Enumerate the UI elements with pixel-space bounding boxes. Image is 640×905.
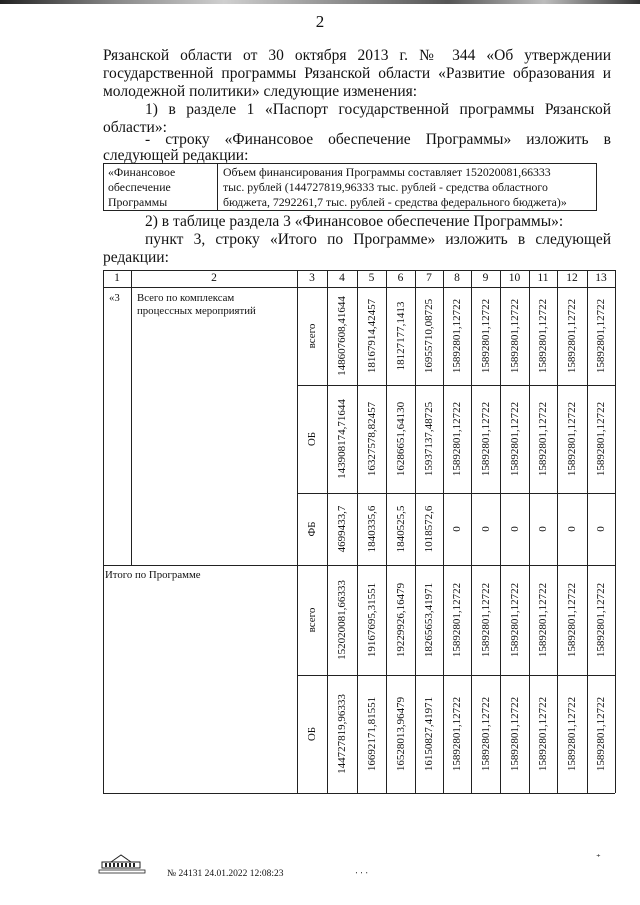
passport-label-2: обеспечение	[108, 180, 171, 194]
passport-box	[103, 163, 597, 211]
table-cell: 15892801,12722	[479, 401, 492, 477]
passport-label-cell	[104, 164, 218, 210]
table-cell: 15892801,12722	[451, 401, 463, 477]
table-cell: 19167695,31551	[365, 582, 378, 658]
table-cell: 15892801,12722	[451, 298, 463, 374]
organization-logo	[97, 852, 147, 874]
scan-edge	[0, 0, 640, 4]
col-header-12: 12	[566, 272, 578, 284]
table-cell: 1840335,6	[365, 505, 378, 553]
table-cell: 1018572,6	[423, 505, 435, 553]
table-cell: 15892801,12722	[566, 582, 578, 658]
table-cell: 16528013,96479	[394, 696, 407, 772]
table-cell: 15892801,12722	[537, 582, 549, 658]
group1-name-1: Всего по комплексам	[137, 292, 235, 304]
table-cell: 15892801,12722	[451, 696, 463, 772]
table-cell: 15892801,12722	[451, 582, 463, 658]
table-cell: 18167914,42457	[365, 298, 378, 374]
table-cell: 0	[508, 526, 521, 532]
passport-text-1: Объем финансирования Программы составляет 152020081,66333	[223, 165, 551, 179]
table-cell: 143908174,71644	[336, 399, 348, 479]
table-cell: 0	[566, 526, 578, 532]
item2-line-2: пункт 3, строку «Итого по Программе» изложить в следующей	[145, 231, 611, 248]
table-cell: 0	[595, 526, 607, 532]
table-cell: 15892801,12722	[508, 696, 521, 772]
table-cell: 148607608,41644	[336, 296, 348, 376]
table-cell: 15892801,12722	[595, 401, 607, 477]
passport-text-3: бюджета, 7292261,7 тыс. рублей - средства федерального бюджета)»	[223, 195, 567, 209]
table-cell: 16692171,81551	[365, 696, 378, 772]
table-cell: 16286651,64130	[394, 401, 407, 477]
group1-name-2: процессных мероприятий	[137, 305, 256, 317]
intro-line-2: государственной программы Рязанской области «Развитие образования и	[103, 65, 611, 82]
table-cell: 19229926,16479	[394, 582, 407, 658]
scan-mark-right: ⁺	[596, 852, 601, 862]
table-cell: 15892801,12722	[595, 696, 607, 772]
col-header-8: 8	[454, 272, 460, 284]
table-cell: 144727819,96333	[336, 694, 348, 774]
row-type-label: ФБ	[306, 521, 318, 537]
table-cell: 15892801,12722	[595, 298, 607, 374]
table-cell: 15892801,12722	[508, 401, 521, 477]
table-cell: 15892801,12722	[566, 696, 578, 772]
item2-line-3: редакции:	[103, 249, 169, 266]
table-cell: 18265653,41971	[423, 582, 435, 658]
table-cell: 16150827,41971	[423, 696, 435, 772]
row-type-label: ОБ	[306, 431, 318, 447]
table-cell: 0	[537, 526, 549, 532]
table-cell: 0	[479, 526, 492, 532]
col-header-11: 11	[537, 272, 549, 284]
col-header-1: 1	[114, 272, 120, 284]
col-header-13: 13	[595, 272, 607, 284]
registration-stamp: № 24131 24.01.2022 12:08:23	[167, 869, 284, 879]
item2-line-1: 2) в таблице раздела 3 «Финансовое обеспечение Программы»:	[145, 213, 564, 230]
page-number: 2	[315, 12, 325, 31]
table-cell: 0	[451, 526, 463, 532]
table-cell: 15892801,12722	[566, 401, 578, 477]
table-cell: 15892801,12722	[537, 696, 549, 772]
passport-text-2: тыс. рублей (144727819,96333 тыс. рублей - средства областного	[223, 180, 548, 194]
sub-line-1: - строку «Финансовое обеспечение Программы» изложить в	[145, 131, 611, 148]
table-cell: 15892801,12722	[508, 582, 521, 658]
col-header-4: 4	[339, 272, 345, 284]
table-cell: 1840525,5	[394, 505, 407, 553]
table-cell: 4699433,7	[336, 505, 348, 553]
row-type-label: ОБ	[306, 726, 318, 742]
table-cell: 15892801,12722	[479, 696, 492, 772]
table-cell: 15892801,12722	[537, 401, 549, 477]
table-cell: 15892801,12722	[479, 298, 492, 374]
col-header-10: 10	[508, 272, 521, 284]
row-type-label: всего	[306, 607, 318, 633]
table-cell: 15892801,12722	[566, 298, 578, 374]
scan-mark: ‧ ‧ ‧	[355, 868, 369, 878]
sub-line-2: следующей редакции:	[103, 147, 249, 164]
table-cell: 15892801,12722	[508, 298, 521, 374]
table-cell: 18127177,1413	[394, 301, 407, 371]
col-header-5: 5	[368, 272, 375, 284]
passport-label-1: «Финансовое	[108, 165, 176, 179]
col-header-7: 7	[426, 272, 432, 284]
table-cell: 15892801,12722	[537, 298, 549, 374]
intro-line-1: Рязанской области от 30 октября 2013 г. № 344 «Об утверждении	[103, 47, 611, 64]
col-header-6: 6	[397, 272, 404, 284]
table-cell: 15892801,12722	[479, 582, 492, 658]
col-header-3: 3	[309, 272, 315, 284]
intro-line-3: молодежной политики» следующие изменения:	[103, 83, 418, 100]
col-header-9: 9	[482, 272, 489, 284]
table-cell: 15937137,48725	[423, 401, 435, 477]
table-cell: 16327578,82457	[365, 401, 378, 477]
item1-line-1: 1) в разделе 1 «Паспорт государственной программы Рязанской	[145, 101, 611, 118]
row-number: «3	[109, 292, 120, 304]
row-type-label: всего	[306, 323, 318, 349]
passport-label-3: Программы	[108, 195, 168, 209]
item1-line-2: области»:	[103, 119, 167, 136]
table-cell: 15892801,12722	[595, 582, 607, 658]
table-cell: 152020081,66333	[336, 580, 348, 660]
col-header-2: 2	[211, 272, 217, 284]
table-cell: 16955710,08725	[423, 298, 435, 374]
group2-name: Итого по Программе	[105, 569, 201, 581]
